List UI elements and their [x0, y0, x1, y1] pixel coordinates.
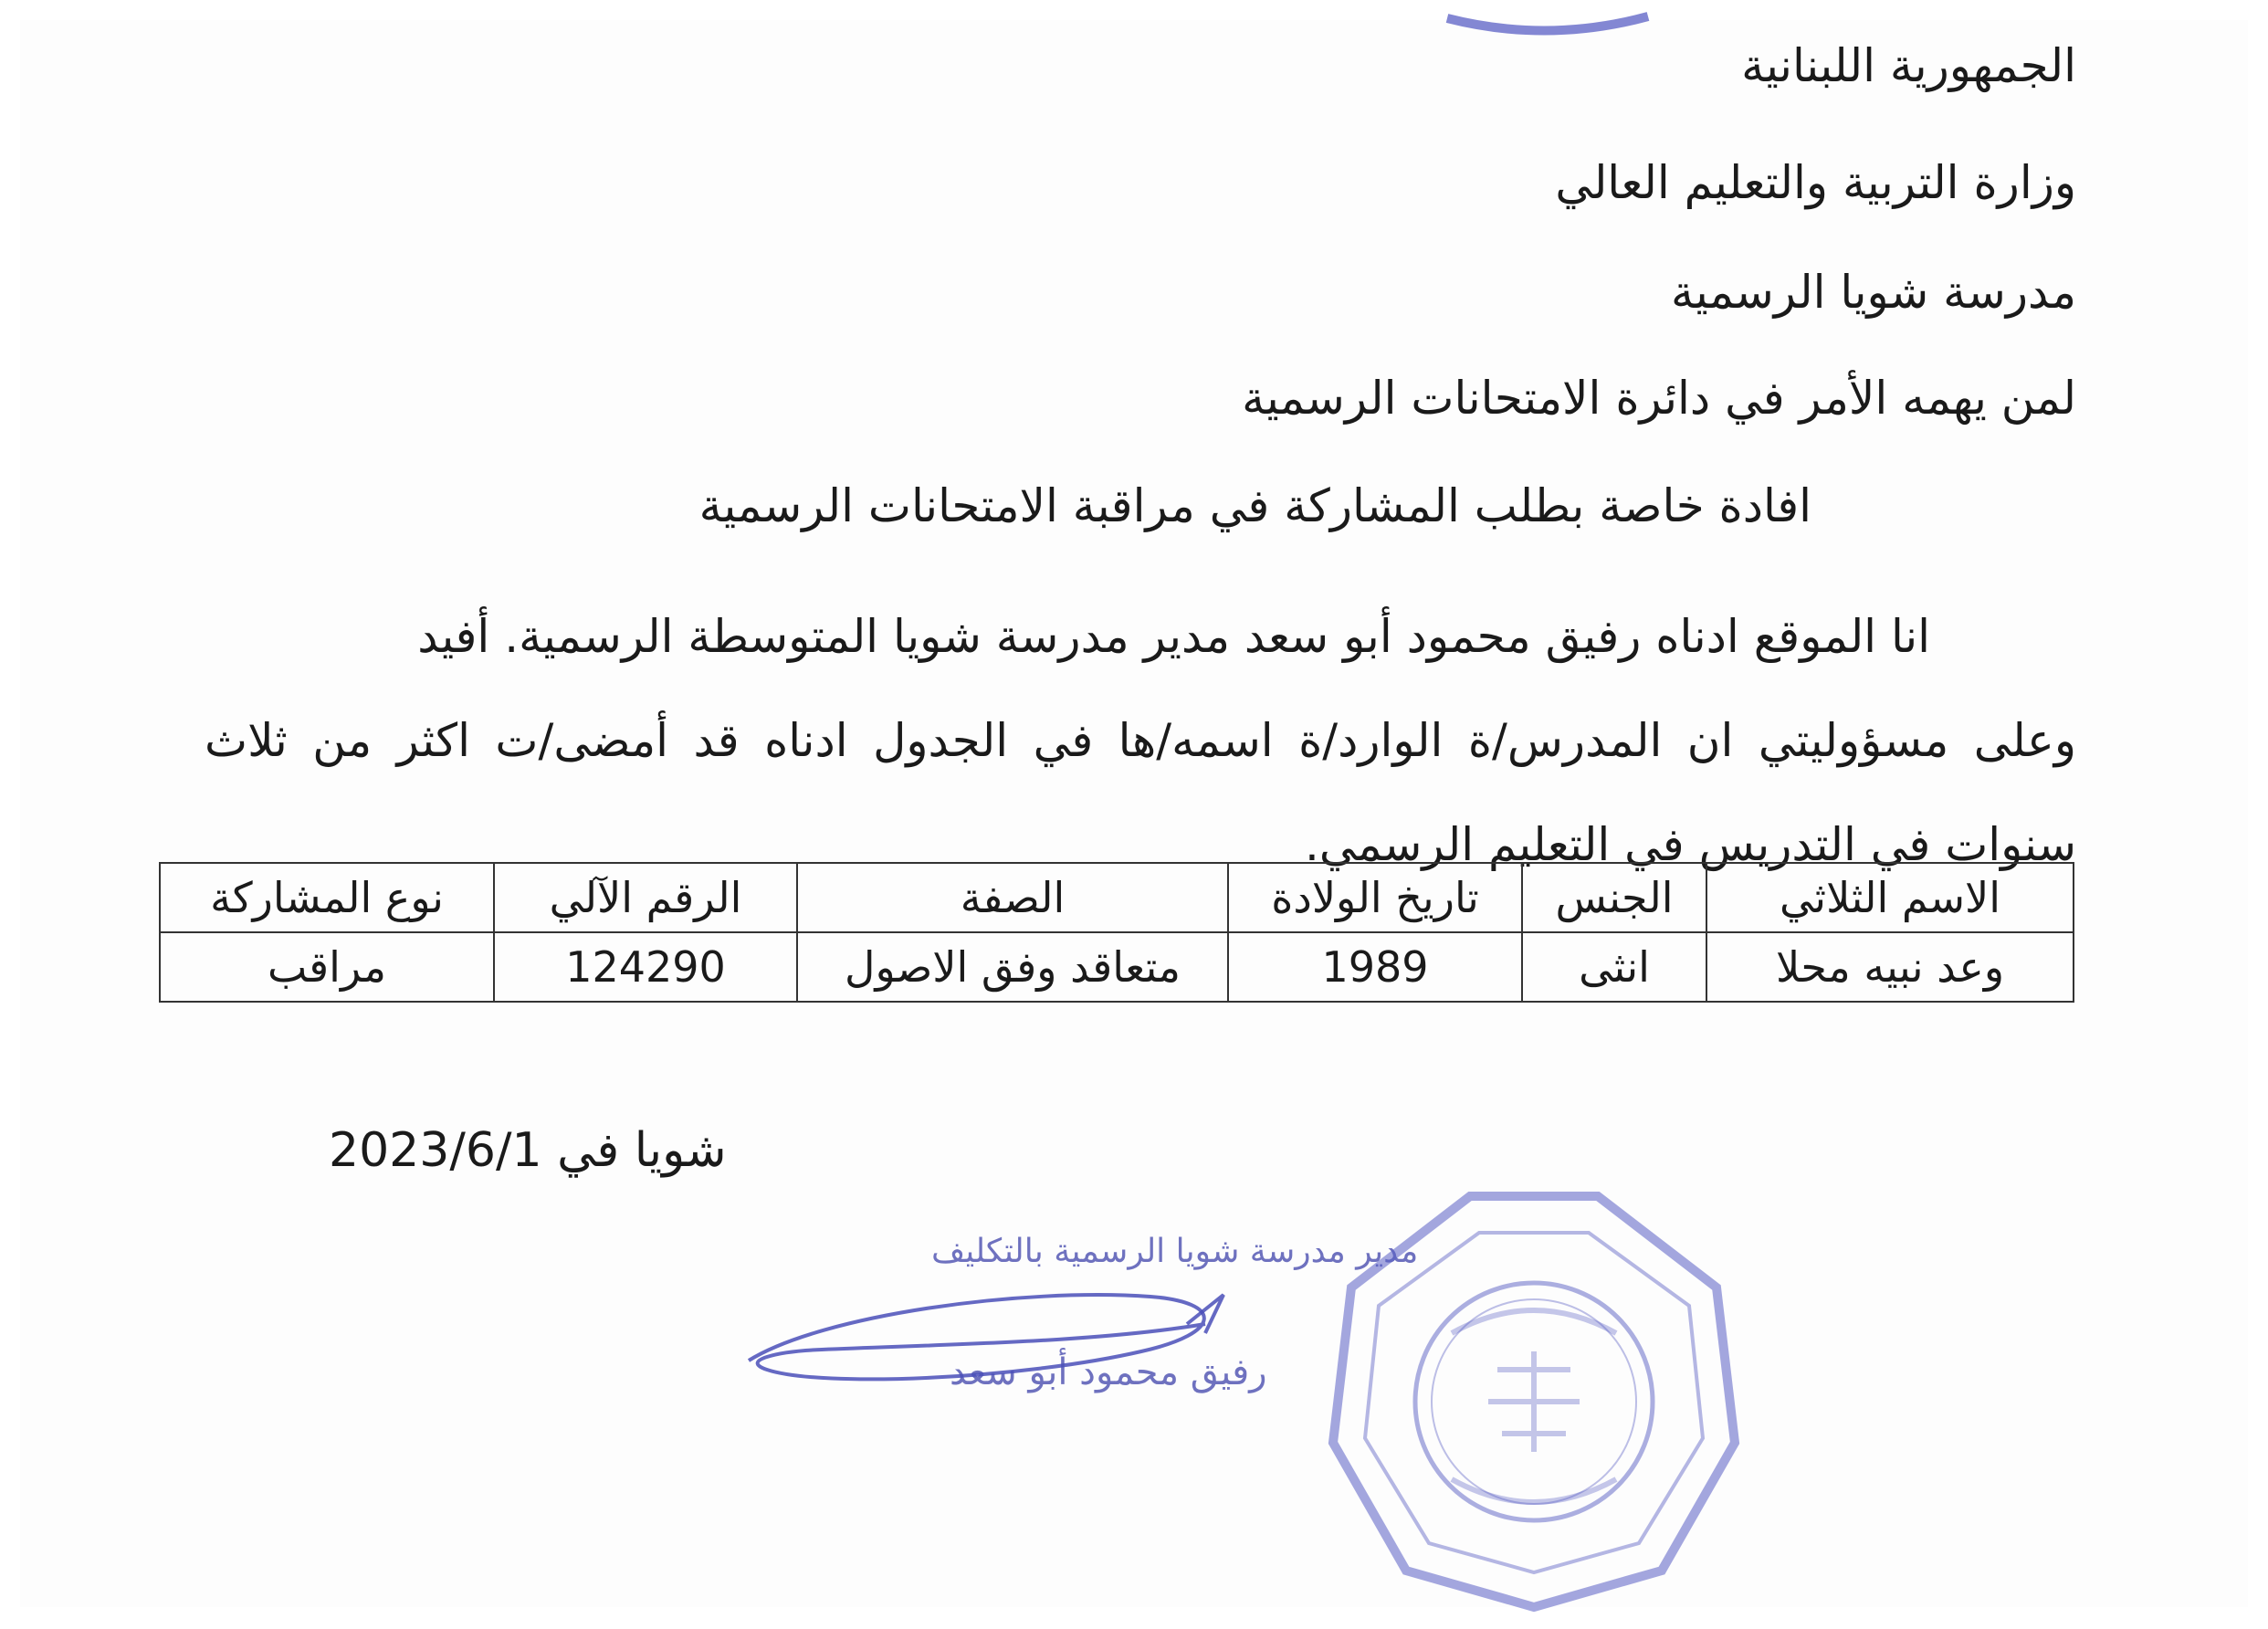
body-paragraph	[205, 584, 2076, 897]
stamp-fragment-top	[1443, 7, 1653, 44]
table-header-row	[160, 863, 2074, 932]
body-line-3: سنوات في التدريس في التعليم الرسمي.	[1305, 818, 2076, 871]
signature-name: رفيق محمود أبو سعد	[950, 1351, 1267, 1393]
cell-status: متعاقد وفق الاصول	[797, 932, 1228, 1002]
header-republic: الجمهورية اللبنانية	[1741, 39, 2076, 92]
cell-id-number: 124290	[494, 932, 797, 1002]
date-place: شويا في 2023/6/1	[329, 1123, 727, 1178]
header-status: الصفة	[797, 863, 1228, 932]
header-recipient: لمن يهمه الأمر في دائرة الامتحانات الرسمية	[1242, 372, 2076, 425]
header-ministry: وزارة التربية والتعليم العالي	[1555, 156, 2076, 209]
table-row	[160, 932, 2074, 1002]
header-id-number: الرقم الآلي	[494, 863, 797, 932]
header-full-name: الاسم الثلاثي	[1706, 863, 2074, 932]
signature-title: مدير مدرسة شويا الرسمية بالتكليف	[931, 1233, 1419, 1270]
body-line-2: وعلى مسؤوليتي ان المدرس/ة الوارد/ة اسمه/ها في الجدول ادناه قد أمضى/ت اكثر من ثلاث	[205, 714, 2076, 767]
official-school-stamp	[1315, 1178, 1753, 1616]
document-subject: افادة خاصة بطلب المشاركة في مراقبة الامتحانات الرسمية	[698, 479, 1811, 532]
body-line-1: انا الموقع ادناه رفيق محمود أبو سعد مدير مدرسة شويا المتوسطة الرسمية. أفيد	[417, 610, 1930, 663]
header-participation-type: نوع المشاركة	[160, 863, 494, 932]
header-gender: الجنس	[1522, 863, 1706, 932]
cell-participation-type: مراقب	[160, 932, 494, 1002]
cell-gender: انثى	[1522, 932, 1706, 1002]
header-school: مدرسة شويا الرسمية	[1671, 266, 2076, 319]
teacher-info-table	[159, 862, 2074, 1003]
cell-full-name: وعد نبيه محلا	[1706, 932, 2074, 1002]
header-birth-date: تاريخ الولادة	[1228, 863, 1522, 932]
cell-birth-date: 1989	[1228, 932, 1522, 1002]
